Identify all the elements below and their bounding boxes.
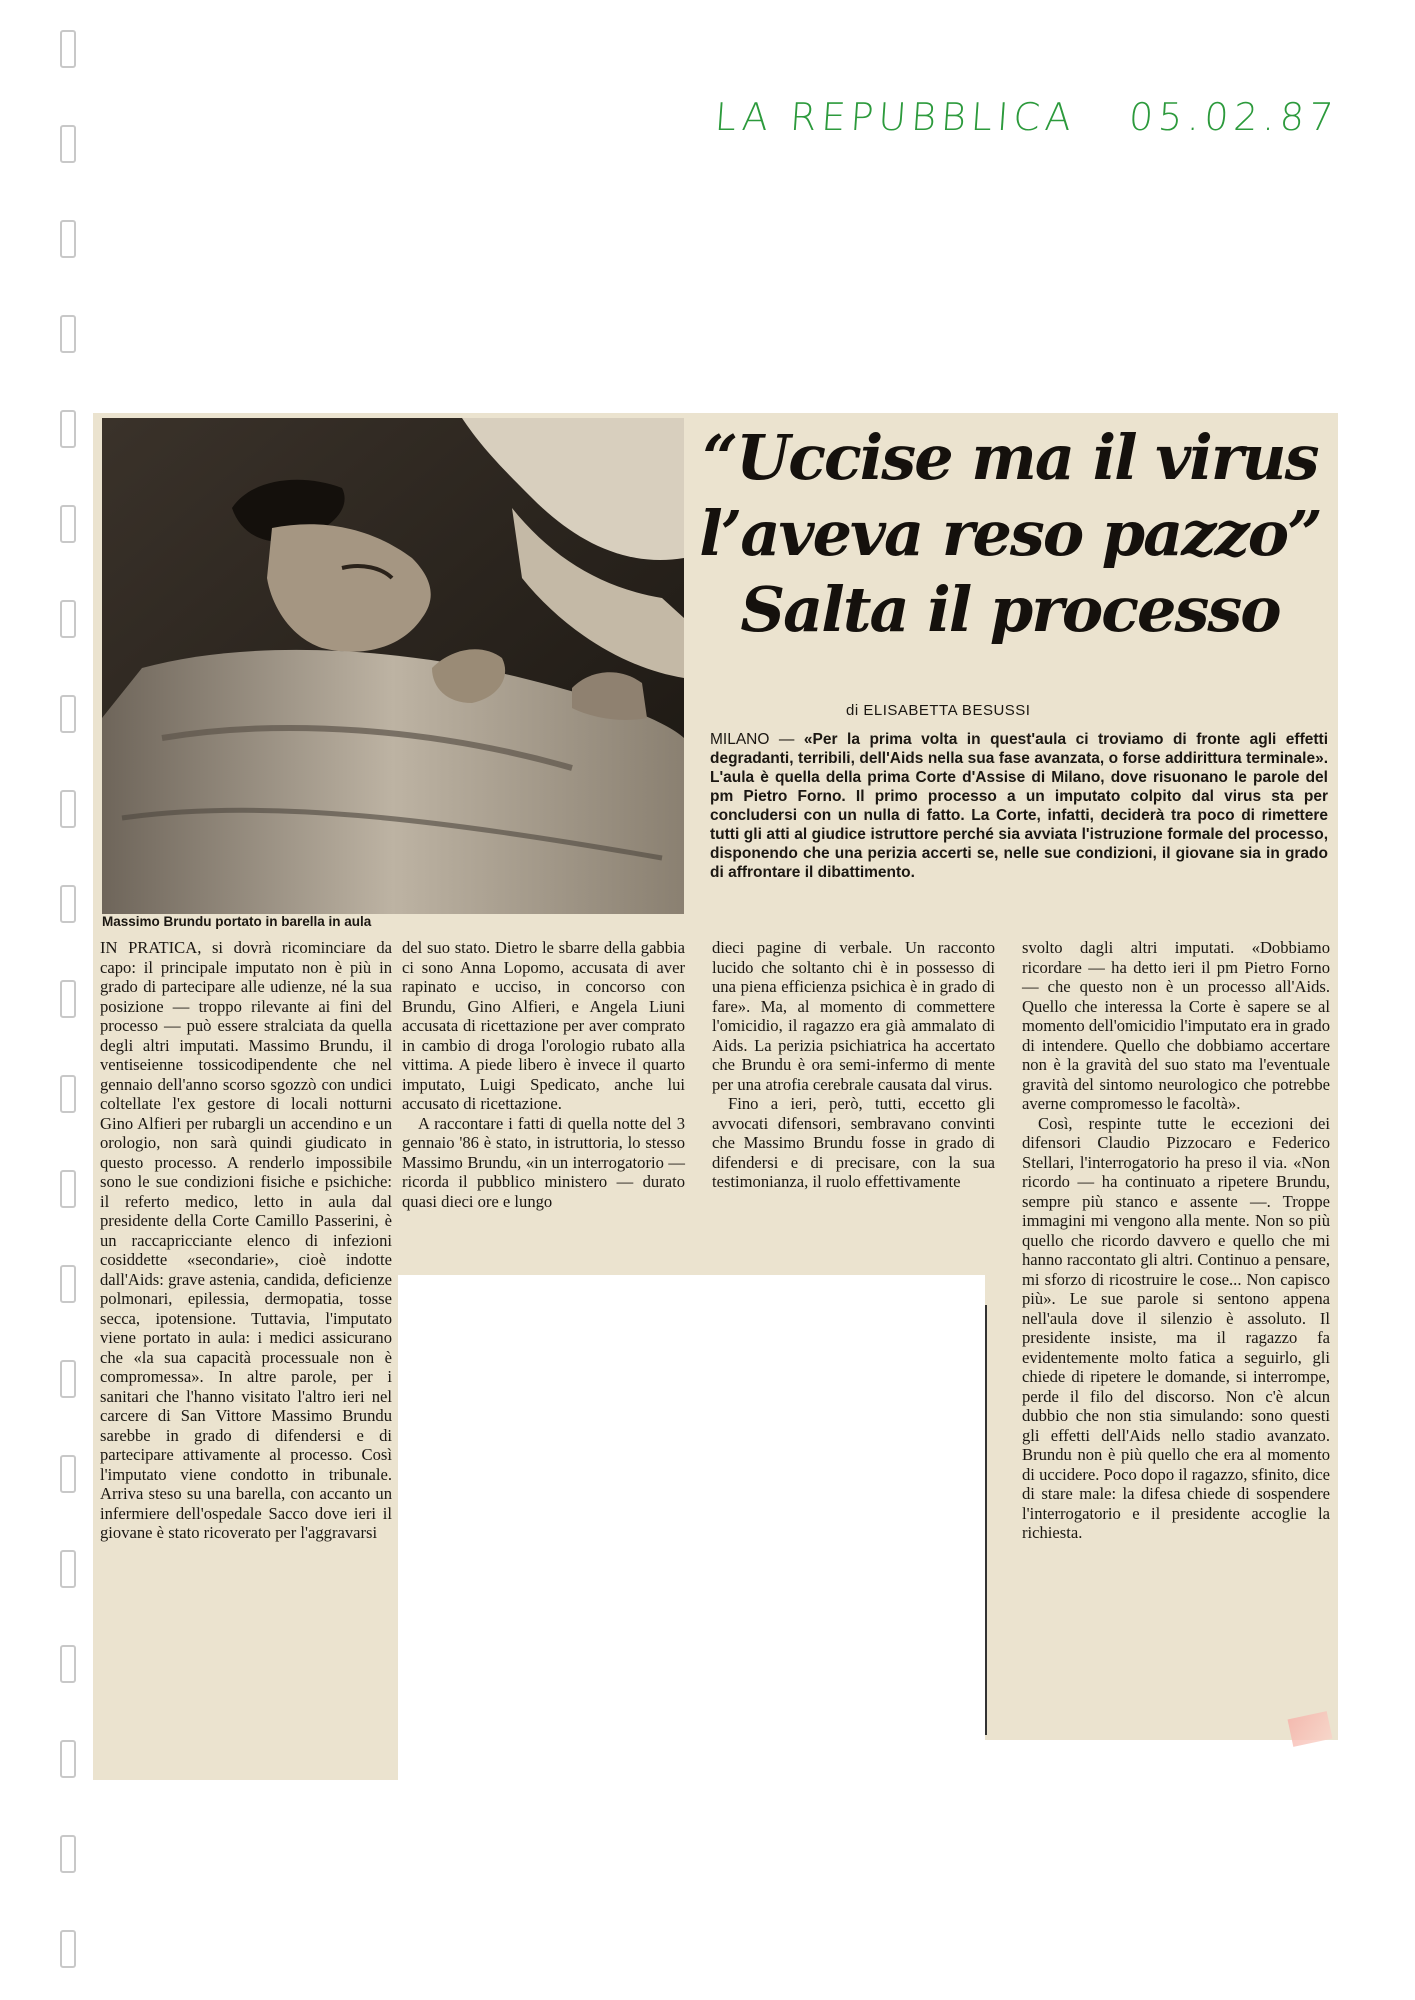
article-headline bbox=[690, 420, 1330, 648]
article-column-2 bbox=[402, 938, 685, 1211]
column-paragraph: del suo stato. Dietro le sbarre della gabbia ci sono Anna Lopomo, accusata di aver rapinato e ucciso, in concorso con Brundu, Gino Alfieri, e Angela Liuni accusata di ricettazione per aver comprato in cambio di droga l'orologio rubato alla vittima. A piede libero è invece il quarto imputato, Luigi Spedicato, anche lui accusato di ricettazione. bbox=[402, 938, 685, 1113]
binder-hole bbox=[60, 695, 76, 733]
article-column-4 bbox=[1022, 938, 1330, 1543]
article-column-3 bbox=[712, 938, 995, 1192]
handwritten-publication: LA REPUBBLICA bbox=[713, 95, 1078, 139]
binder-hole bbox=[60, 1360, 76, 1398]
column-paragraph bbox=[100, 938, 392, 1543]
article-byline: di ELISABETTA BESUSSI bbox=[846, 702, 1031, 719]
column-paragraph: Fino a ieri, però, tutti, eccetto gli avvocati difensori, sembravano convinti che Massimo Brundu fosse in grado di difendersi e di precisare, con la sua testimonianza, il ruolo effettivamente bbox=[712, 1094, 995, 1191]
handwritten-date: 05.02.87 bbox=[1127, 95, 1340, 139]
binder-hole bbox=[60, 1550, 76, 1588]
binder-hole bbox=[60, 410, 76, 448]
article-column-1 bbox=[100, 938, 392, 1543]
headline-line: l’aveva reso pazzo” bbox=[699, 497, 1321, 570]
binder-hole bbox=[60, 1170, 76, 1208]
binder-hole bbox=[60, 885, 76, 923]
binder-hole bbox=[60, 980, 76, 1018]
clipping-edge-line bbox=[985, 1305, 987, 1735]
binder-hole bbox=[60, 125, 76, 163]
column-text: si dovrà ricominciare da capo: il principale imputato non è più in grado di partecipare alle udienze, né la sua posizione — troppo rilevante ai fini del processo — può essere stralciata da quella degli altri imputati. Massimo Brundu, il ventiseienne tossicodipendente che nel gennaio dell'anno scorso sgozzò con undici coltellate l'ex gestore di locali notturni Gino Alfieri per rubargli un accendino e un orologio, non sarà quindi giudicato in questo processo. A renderlo impossibile sono le sue condizioni fisiche e psichiche: il referto medico, letto in aula dal presidente della Corte Camillo Passerini, è un raccapricciante elenco di infezioni cosiddette «secondarie», cioè indotte dall'Aids: grave astenia, candida, deficienze polmonari, epilessia, dermopatia, tosse secca, ipotensione. Tuttavia, l'imputato viene portato in aula: i medici assicurano che «la sua capacità processuale non è compromessa». In altre parole, per i sanitari che l'hanno visitato l'altro ieri nel carcere di San Vittore Massimo Brundu sarebbe in grado di difendersi e di partecipare attivamente al processo. Così l'imputato viene condotto in tribunale. Arriva steso su una barella, con accanto un infermiere dell'ospedale Sacco dove ieri il giovane è stato ricoverato per l'aggravarsi bbox=[100, 938, 392, 1542]
binder-hole bbox=[60, 1455, 76, 1493]
binder-hole bbox=[60, 790, 76, 828]
binder-hole bbox=[60, 315, 76, 353]
binder-hole bbox=[60, 1930, 76, 1968]
binder-hole bbox=[60, 1645, 76, 1683]
headline-line: Salta il processo bbox=[740, 573, 1280, 646]
column-paragraph: dieci pagine di verbale. Un racconto lucido che soltanto chi è in possesso di una piena efficienza psichica è in grado di fare». Ma, al momento di commettere l'omicidio, il ragazzo era già ammalato di Aids. La perizia psichiatrica ha accertato che Brundu è ora semi-infermo di mente per una atrofia cerebrale causata dal virus. bbox=[712, 938, 995, 1094]
binder-hole bbox=[60, 1075, 76, 1113]
article-photo bbox=[102, 418, 684, 914]
photo-caption: Massimo Brundu portato in barella in aula bbox=[102, 914, 372, 929]
column-lead-in: IN PRATICA, bbox=[100, 938, 202, 957]
lede-dateline: MILANO — bbox=[710, 731, 795, 748]
binder-hole bbox=[60, 1265, 76, 1303]
column-paragraph: svolto dagli altri imputati. «Dobbiamo ricordare — ha detto ieri il pm Pietro Forno — che questo non è un processo all'Aids. Quello che interessa la Corte è sapere se al momento dell'omicidio l'imputato era in grado di intendere. Quello che dobbiamo accertare non è la gravità del suo stato ma l'eventuale gravità del sintomo neurologico che potrebbe averne compromesso le facoltà». bbox=[1022, 938, 1330, 1113]
binder-hole bbox=[60, 505, 76, 543]
column-paragraph: A raccontare i fatti di quella notte del 3 gennaio '86 è stato, in istruttoria, lo stesso Massimo Brundu, «in un interrogatorio — ricorda il pubblico ministero — durato quasi dieci ore e lungo bbox=[402, 1113, 685, 1211]
binder-hole bbox=[60, 30, 76, 68]
binder-hole bbox=[60, 1835, 76, 1873]
headline-line: “Uccise ma il virus bbox=[702, 421, 1318, 494]
binder-hole bbox=[60, 600, 76, 638]
column-paragraph: Così, respinte tutte le eccezioni dei difensori Claudio Pizzocaro e Federico Stellari, l'interrogatorio ha preso il via. «Non ricordo — ha continuato a ripetere Brundu, sempre più stanco e assente —. Troppe immagini mi vengono alla mente. Non so più quello che ricordo davvero e quello che mi hanno raccontato gli altri. Continuo a pensare, mi sforzo di ricostruire le cose... Non capisco più». Le sue parole si sentono appena nell'aula dove il silenzio è assoluto. Il presidente insiste, ma il ragazzo fa evidentemente molto fatica a seguirlo, gli chiede di ripetere le domande, si interrompe, perde il filo del discorso. Non c'è alcun dubbio che non stia simulando: sono questi gli effetti dell'Aids nello stadio avanzato. Brundu non è più quello che era al momento di uccidere. Poco dopo il ragazzo, sfinito, dice di stare male: la difesa chiede di sospendere l'interrogatorio e il presidente accoglie la richiesta. bbox=[1022, 1113, 1330, 1542]
lede-text: «Per la prima volta in quest'aula ci troviamo di fronte agli effetti degradanti, terribili, dell'Aids nella sua fase avanzata, o forse addirittura terminale». L'aula è quella della prima Corte d'Assise di Milano, dove risuonano le parole del pm Pietro Forno. Il primo processo a un imputato colpito dal virus sta per concludersi con un nulla di fatto. La Corte, infatti, deciderà tra poco di rimettere tutti gli atti al giudice istruttore perché sia avviata l'istruzione formale del processo, disponendo che una perizia accerti se, nelle sue condizioni, il giovane sia in grado di affrontare il dibattimento. bbox=[710, 731, 1329, 881]
handwritten-source-note bbox=[713, 95, 1375, 139]
binder-hole bbox=[60, 220, 76, 258]
binder-holes bbox=[60, 30, 90, 1990]
binder-hole bbox=[60, 1740, 76, 1778]
article-lede bbox=[710, 730, 1328, 882]
